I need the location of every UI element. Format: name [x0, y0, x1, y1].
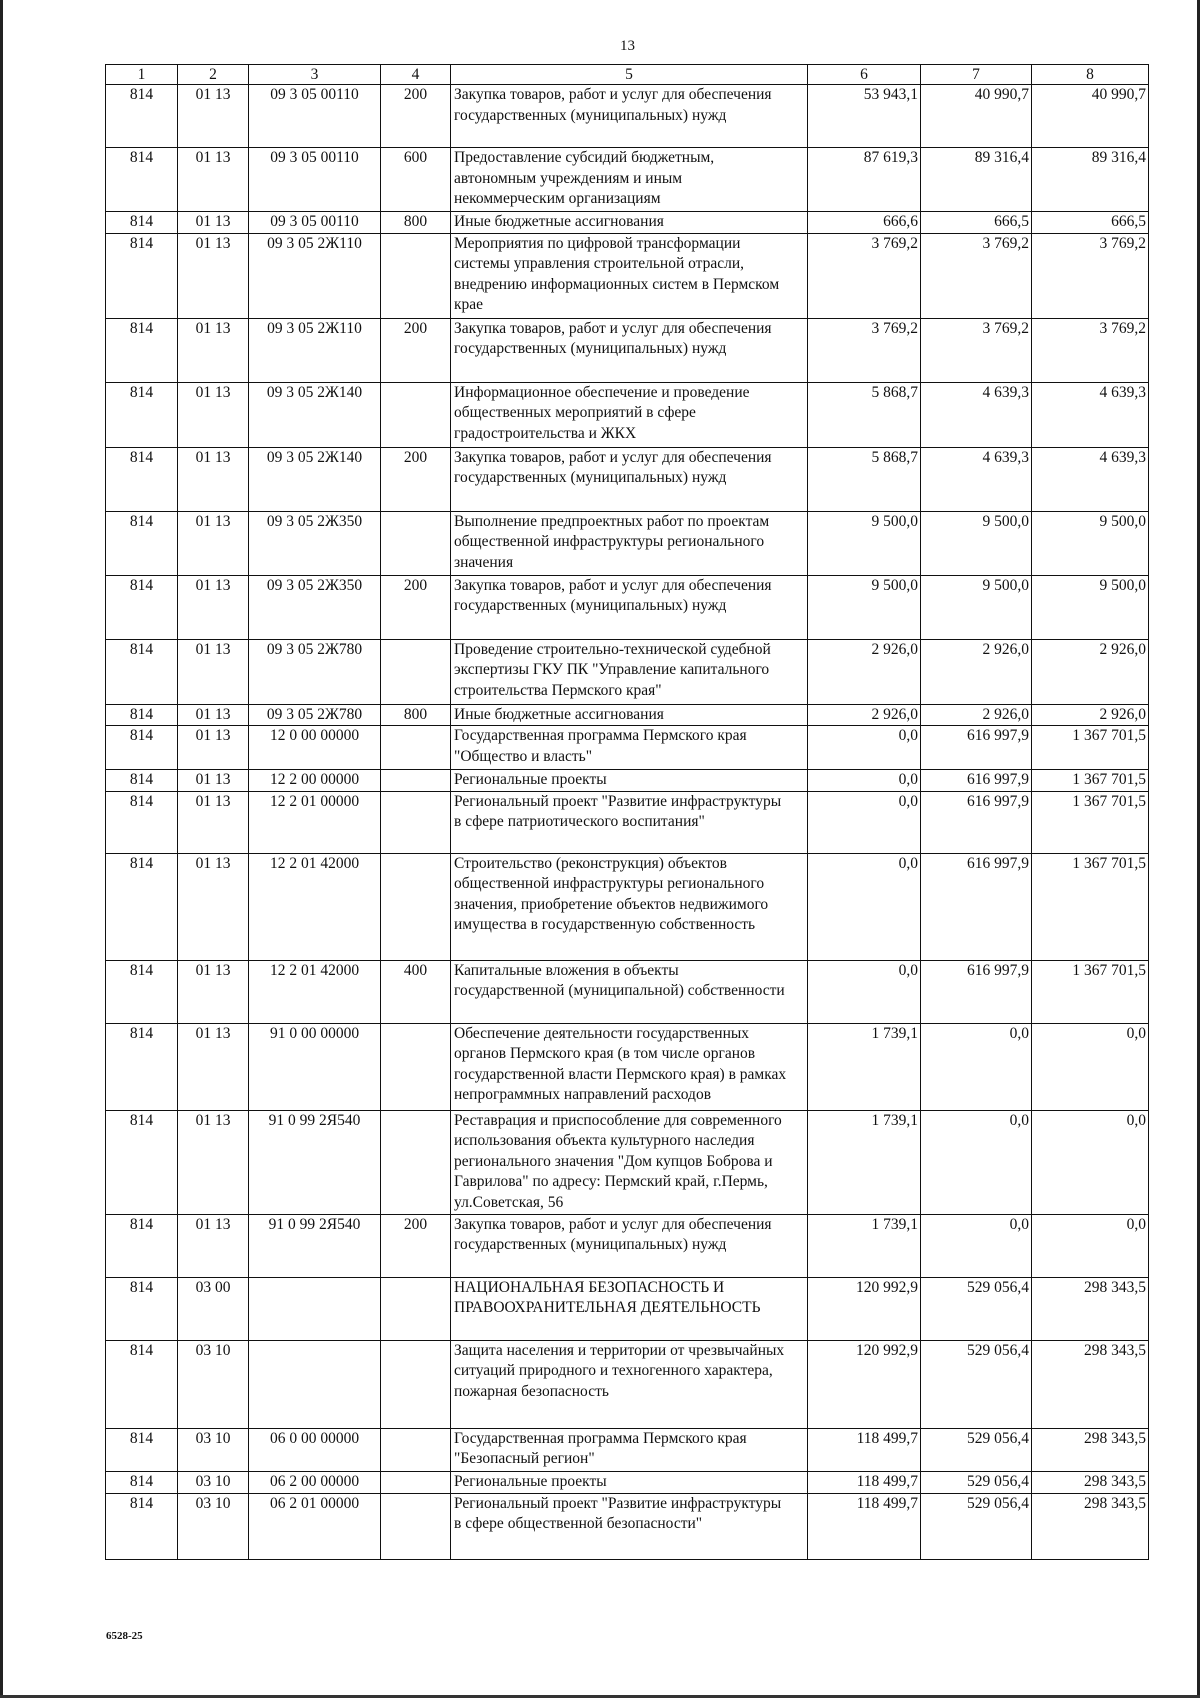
cell-amount-col7: 3 769,2 — [921, 318, 1032, 382]
cell-amount-col7: 616 997,9 — [921, 960, 1032, 1023]
cell-amount-col8: 3 769,2 — [1032, 233, 1149, 318]
cell-description: Закупка товаров, работ и услуг для обеспечения государственных (муниципальных) нужд — [451, 318, 808, 382]
cell-description: Государственная программа Пермского края "Общество и власть" — [451, 726, 808, 770]
cell-section: 01 13 — [178, 1214, 249, 1277]
cell-amount-col7: 529 056,4 — [921, 1428, 1032, 1471]
cell-expense-type: 200 — [381, 447, 451, 511]
cell-target-article: 12 2 01 42000 — [249, 853, 381, 960]
cell-expense-type — [381, 639, 451, 704]
cell-admin-code: 814 — [106, 1110, 178, 1214]
cell-amount-col8: 1 367 701,5 — [1032, 853, 1149, 960]
table-row — [106, 726, 1149, 770]
cell-admin-code: 814 — [106, 639, 178, 704]
cell-section: 01 13 — [178, 770, 249, 792]
cell-amount-col8: 0,0 — [1032, 1023, 1149, 1110]
cell-section: 01 13 — [178, 1023, 249, 1110]
cell-expense-type: 200 — [381, 575, 451, 639]
table-row — [106, 1493, 1149, 1559]
cell-target-article — [249, 1277, 381, 1340]
cell-target-article: 91 0 00 00000 — [249, 1023, 381, 1110]
cell-amount-col7: 89 316,4 — [921, 148, 1032, 212]
table-row — [106, 770, 1149, 792]
cell-amount-col7: 529 056,4 — [921, 1277, 1032, 1340]
table-row — [106, 704, 1149, 726]
cell-target-article: 12 2 00 00000 — [249, 770, 381, 792]
cell-description: Информационное обеспечение и проведение общественных мероприятий в сфере градостроительства и ЖКХ — [451, 382, 808, 447]
cell-amount-col7: 9 500,0 — [921, 575, 1032, 639]
budget-table — [105, 64, 1149, 1560]
header-col-1: 1 — [106, 65, 178, 85]
cell-expense-type: 600 — [381, 148, 451, 212]
cell-target-article: 09 3 05 2Ж780 — [249, 639, 381, 704]
table-row — [106, 960, 1149, 1023]
cell-section: 03 10 — [178, 1340, 249, 1428]
table-row — [106, 1428, 1149, 1471]
cell-admin-code: 814 — [106, 1023, 178, 1110]
table-row — [106, 1110, 1149, 1214]
cell-description: Выполнение предпроектных работ по проектам общественной инфраструктуры регионального значения — [451, 511, 808, 575]
cell-description: Капитальные вложения в объекты государственной (муниципальной) собственности — [451, 960, 808, 1023]
cell-amount-col8: 298 343,5 — [1032, 1493, 1149, 1559]
cell-amount-col8: 1 367 701,5 — [1032, 770, 1149, 792]
table-row — [106, 1340, 1149, 1428]
cell-amount-col7: 529 056,4 — [921, 1340, 1032, 1428]
cell-amount-col6: 53 943,1 — [808, 85, 921, 148]
cell-amount-col7: 2 926,0 — [921, 639, 1032, 704]
cell-section: 03 10 — [178, 1428, 249, 1471]
cell-target-article: 09 3 05 2Ж350 — [249, 511, 381, 575]
cell-amount-col8: 298 343,5 — [1032, 1428, 1149, 1471]
cell-target-article: 09 3 05 2Ж350 — [249, 575, 381, 639]
cell-expense-type — [381, 1428, 451, 1471]
cell-admin-code: 814 — [106, 447, 178, 511]
table-row — [106, 853, 1149, 960]
page-number: 13 — [620, 38, 635, 54]
column-number-header — [106, 65, 1149, 85]
cell-description: Иные бюджетные ассигнования — [451, 704, 808, 726]
cell-amount-col6: 118 499,7 — [808, 1471, 921, 1493]
header-col-5: 5 — [451, 65, 808, 85]
cell-target-article: 09 3 05 00110 — [249, 85, 381, 148]
cell-admin-code: 814 — [106, 1493, 178, 1559]
cell-amount-col6: 1 739,1 — [808, 1023, 921, 1110]
table-row — [106, 1471, 1149, 1493]
cell-section: 01 13 — [178, 233, 249, 318]
cell-target-article: 09 3 05 2Ж140 — [249, 447, 381, 511]
cell-section: 01 13 — [178, 726, 249, 770]
table-row — [106, 148, 1149, 212]
cell-target-article: 09 3 05 2Ж140 — [249, 382, 381, 447]
cell-description: Мероприятия по цифровой трансформации системы управления строительной отрасли, внедрению информационных систем в Пермском крае — [451, 233, 808, 318]
cell-admin-code: 814 — [106, 511, 178, 575]
cell-expense-type: 200 — [381, 85, 451, 148]
table-row — [106, 1277, 1149, 1340]
cell-description: Защита населения и территории от чрезвычайных ситуаций природного и техногенного характера, пожарная безопасность — [451, 1340, 808, 1428]
cell-admin-code: 814 — [106, 233, 178, 318]
cell-admin-code: 814 — [106, 1340, 178, 1428]
cell-expense-type — [381, 770, 451, 792]
cell-amount-col6: 0,0 — [808, 726, 921, 770]
cell-expense-type — [381, 1471, 451, 1493]
cell-expense-type — [381, 791, 451, 853]
cell-target-article: 12 0 00 00000 — [249, 726, 381, 770]
cell-admin-code: 814 — [106, 148, 178, 212]
cell-admin-code: 814 — [106, 1277, 178, 1340]
cell-section: 01 13 — [178, 212, 249, 234]
cell-amount-col6: 118 499,7 — [808, 1428, 921, 1471]
cell-expense-type — [381, 853, 451, 960]
cell-description: Закупка товаров, работ и услуг для обеспечения государственных (муниципальных) нужд — [451, 575, 808, 639]
cell-amount-col6: 87 619,3 — [808, 148, 921, 212]
cell-description: Региональные проекты — [451, 770, 808, 792]
cell-amount-col6: 0,0 — [808, 770, 921, 792]
cell-amount-col6: 0,0 — [808, 853, 921, 960]
cell-target-article: 06 2 00 00000 — [249, 1471, 381, 1493]
cell-description: Закупка товаров, работ и услуг для обеспечения государственных (муниципальных) нужд — [451, 85, 808, 148]
cell-expense-type — [381, 233, 451, 318]
cell-section: 01 13 — [178, 447, 249, 511]
cell-expense-type — [381, 1110, 451, 1214]
cell-description: Предоставление субсидий бюджетным, автономным учреждениям и иным некоммерческим организациям — [451, 148, 808, 212]
cell-amount-col8: 1 367 701,5 — [1032, 726, 1149, 770]
cell-description: Региональный проект "Развитие инфраструктуры в сфере патриотического воспитания" — [451, 791, 808, 853]
cell-description: НАЦИОНАЛЬНАЯ БЕЗОПАСНОСТЬ И ПРАВООХРАНИТЕЛЬНАЯ ДЕЯТЕЛЬНОСТЬ — [451, 1277, 808, 1340]
cell-expense-type: 200 — [381, 318, 451, 382]
cell-amount-col7: 616 997,9 — [921, 791, 1032, 853]
cell-amount-col7: 616 997,9 — [921, 726, 1032, 770]
cell-target-article: 91 0 99 2Я540 — [249, 1214, 381, 1277]
cell-amount-col6: 0,0 — [808, 791, 921, 853]
cell-expense-type — [381, 1023, 451, 1110]
cell-description: Закупка товаров, работ и услуг для обеспечения государственных (муниципальных) нужд — [451, 1214, 808, 1277]
table-body — [106, 85, 1149, 1560]
cell-expense-type — [381, 511, 451, 575]
cell-section: 03 10 — [178, 1471, 249, 1493]
cell-amount-col8: 4 639,3 — [1032, 447, 1149, 511]
cell-section: 01 13 — [178, 960, 249, 1023]
cell-expense-type — [381, 382, 451, 447]
cell-description: Реставрация и приспособление для современного использования объекта культурного наследия регионального значения "Дом купцов Боброва и Гаврилова" по адресу: Пермский край, г.Пермь, ул.Советская, 56 — [451, 1110, 808, 1214]
table-row — [106, 382, 1149, 447]
cell-target-article — [249, 1340, 381, 1428]
header-col-6: 6 — [808, 65, 921, 85]
cell-amount-col8: 1 367 701,5 — [1032, 960, 1149, 1023]
cell-amount-col6: 118 499,7 — [808, 1493, 921, 1559]
cell-amount-col8: 0,0 — [1032, 1214, 1149, 1277]
cell-admin-code: 814 — [106, 1471, 178, 1493]
header-col-7: 7 — [921, 65, 1032, 85]
cell-amount-col6: 9 500,0 — [808, 511, 921, 575]
cell-amount-col6: 2 926,0 — [808, 704, 921, 726]
cell-target-article: 12 2 01 42000 — [249, 960, 381, 1023]
cell-amount-col6: 2 926,0 — [808, 639, 921, 704]
cell-amount-col7: 529 056,4 — [921, 1493, 1032, 1559]
table-row — [106, 791, 1149, 853]
cell-amount-col6: 666,6 — [808, 212, 921, 234]
cell-amount-col6: 3 769,2 — [808, 318, 921, 382]
table-row — [106, 318, 1149, 382]
header-col-4: 4 — [381, 65, 451, 85]
header-col-3: 3 — [249, 65, 381, 85]
cell-description: Иные бюджетные ассигнования — [451, 212, 808, 234]
cell-target-article: 91 0 99 2Я540 — [249, 1110, 381, 1214]
cell-amount-col7: 4 639,3 — [921, 382, 1032, 447]
cell-amount-col7: 0,0 — [921, 1214, 1032, 1277]
table-row — [106, 1023, 1149, 1110]
cell-amount-col8: 298 343,5 — [1032, 1471, 1149, 1493]
header-col-2: 2 — [178, 65, 249, 85]
cell-description: Закупка товаров, работ и услуг для обеспечения государственных (муниципальных) нужд — [451, 447, 808, 511]
cell-expense-type — [381, 1493, 451, 1559]
cell-target-article: 09 3 05 00110 — [249, 148, 381, 212]
cell-admin-code: 814 — [106, 85, 178, 148]
cell-amount-col8: 666,5 — [1032, 212, 1149, 234]
cell-section: 03 10 — [178, 1493, 249, 1559]
cell-admin-code: 814 — [106, 212, 178, 234]
cell-section: 01 13 — [178, 853, 249, 960]
cell-amount-col6: 120 992,9 — [808, 1277, 921, 1340]
cell-section: 01 13 — [178, 85, 249, 148]
cell-admin-code: 814 — [106, 726, 178, 770]
header-col-8: 8 — [1032, 65, 1149, 85]
cell-description: Региональные проекты — [451, 1471, 808, 1493]
cell-section: 01 13 — [178, 148, 249, 212]
cell-amount-col6: 5 868,7 — [808, 447, 921, 511]
cell-target-article: 06 2 01 00000 — [249, 1493, 381, 1559]
cell-section: 03 00 — [178, 1277, 249, 1340]
cell-amount-col7: 2 926,0 — [921, 704, 1032, 726]
table-row — [106, 575, 1149, 639]
cell-section: 01 13 — [178, 318, 249, 382]
cell-admin-code: 814 — [106, 318, 178, 382]
cell-amount-col8: 40 990,7 — [1032, 85, 1149, 148]
cell-expense-type: 800 — [381, 704, 451, 726]
cell-description: Региональный проект "Развитие инфраструктуры в сфере общественной безопасности" — [451, 1493, 808, 1559]
cell-admin-code: 814 — [106, 382, 178, 447]
cell-expense-type: 200 — [381, 1214, 451, 1277]
cell-amount-col6: 3 769,2 — [808, 233, 921, 318]
cell-amount-col6: 5 868,7 — [808, 382, 921, 447]
cell-amount-col7: 529 056,4 — [921, 1471, 1032, 1493]
cell-amount-col7: 9 500,0 — [921, 511, 1032, 575]
cell-amount-col8: 9 500,0 — [1032, 575, 1149, 639]
cell-amount-col8: 89 316,4 — [1032, 148, 1149, 212]
cell-target-article: 09 3 05 00110 — [249, 212, 381, 234]
cell-amount-col7: 0,0 — [921, 1110, 1032, 1214]
cell-admin-code: 814 — [106, 575, 178, 639]
cell-amount-col6: 120 992,9 — [808, 1340, 921, 1428]
cell-amount-col6: 9 500,0 — [808, 575, 921, 639]
cell-section: 01 13 — [178, 639, 249, 704]
cell-amount-col7: 3 769,2 — [921, 233, 1032, 318]
cell-amount-col7: 616 997,9 — [921, 770, 1032, 792]
cell-section: 01 13 — [178, 511, 249, 575]
cell-amount-col8: 0,0 — [1032, 1110, 1149, 1214]
cell-target-article: 12 2 01 00000 — [249, 791, 381, 853]
cell-expense-type: 800 — [381, 212, 451, 234]
cell-admin-code: 814 — [106, 770, 178, 792]
table-row — [106, 1214, 1149, 1277]
cell-section: 01 13 — [178, 791, 249, 853]
cell-target-article: 09 3 05 2Ж110 — [249, 233, 381, 318]
cell-amount-col8: 2 926,0 — [1032, 704, 1149, 726]
cell-expense-type — [381, 726, 451, 770]
cell-admin-code: 814 — [106, 960, 178, 1023]
cell-amount-col6: 1 739,1 — [808, 1110, 921, 1214]
document-code: 6528-25 — [106, 1630, 143, 1642]
cell-admin-code: 814 — [106, 704, 178, 726]
cell-admin-code: 814 — [106, 1428, 178, 1471]
cell-admin-code: 814 — [106, 853, 178, 960]
cell-section: 01 13 — [178, 575, 249, 639]
cell-description: Проведение строительно-технической судебной экспертизы ГКУ ПК "Управление капитального строительства Пермского края" — [451, 639, 808, 704]
cell-target-article: 09 3 05 2Ж780 — [249, 704, 381, 726]
table-row — [106, 233, 1149, 318]
cell-amount-col6: 0,0 — [808, 960, 921, 1023]
table-row — [106, 639, 1149, 704]
cell-admin-code: 814 — [106, 791, 178, 853]
cell-target-article: 09 3 05 2Ж110 — [249, 318, 381, 382]
cell-amount-col8: 9 500,0 — [1032, 511, 1149, 575]
cell-amount-col8: 3 769,2 — [1032, 318, 1149, 382]
table-row — [106, 212, 1149, 234]
scan-edge-left — [0, 0, 3, 1698]
cell-section: 01 13 — [178, 704, 249, 726]
cell-admin-code: 814 — [106, 1214, 178, 1277]
cell-section: 01 13 — [178, 382, 249, 447]
cell-description: Государственная программа Пермского края "Безопасный регион" — [451, 1428, 808, 1471]
cell-amount-col8: 1 367 701,5 — [1032, 791, 1149, 853]
table-row — [106, 85, 1149, 148]
table-row — [106, 511, 1149, 575]
cell-amount-col7: 0,0 — [921, 1023, 1032, 1110]
cell-expense-type — [381, 1277, 451, 1340]
cell-description: Строительство (реконструкция) объектов общественной инфраструктуры регионального значения, приобретение объектов недвижимого имущества в государственную собственность — [451, 853, 808, 960]
cell-section: 01 13 — [178, 1110, 249, 1214]
cell-amount-col7: 666,5 — [921, 212, 1032, 234]
table-row — [106, 447, 1149, 511]
cell-amount-col7: 40 990,7 — [921, 85, 1032, 148]
cell-amount-col8: 4 639,3 — [1032, 382, 1149, 447]
cell-amount-col6: 1 739,1 — [808, 1214, 921, 1277]
cell-description: Обеспечение деятельности государственных органов Пермского края (в том числе органов государственной власти Пермского края) в рамках непрограммных направлений расходов — [451, 1023, 808, 1110]
cell-amount-col8: 298 343,5 — [1032, 1277, 1149, 1340]
cell-amount-col7: 4 639,3 — [921, 447, 1032, 511]
cell-expense-type — [381, 1340, 451, 1428]
cell-expense-type: 400 — [381, 960, 451, 1023]
cell-amount-col8: 2 926,0 — [1032, 639, 1149, 704]
cell-amount-col7: 616 997,9 — [921, 853, 1032, 960]
cell-target-article: 06 0 00 00000 — [249, 1428, 381, 1471]
cell-amount-col8: 298 343,5 — [1032, 1340, 1149, 1428]
